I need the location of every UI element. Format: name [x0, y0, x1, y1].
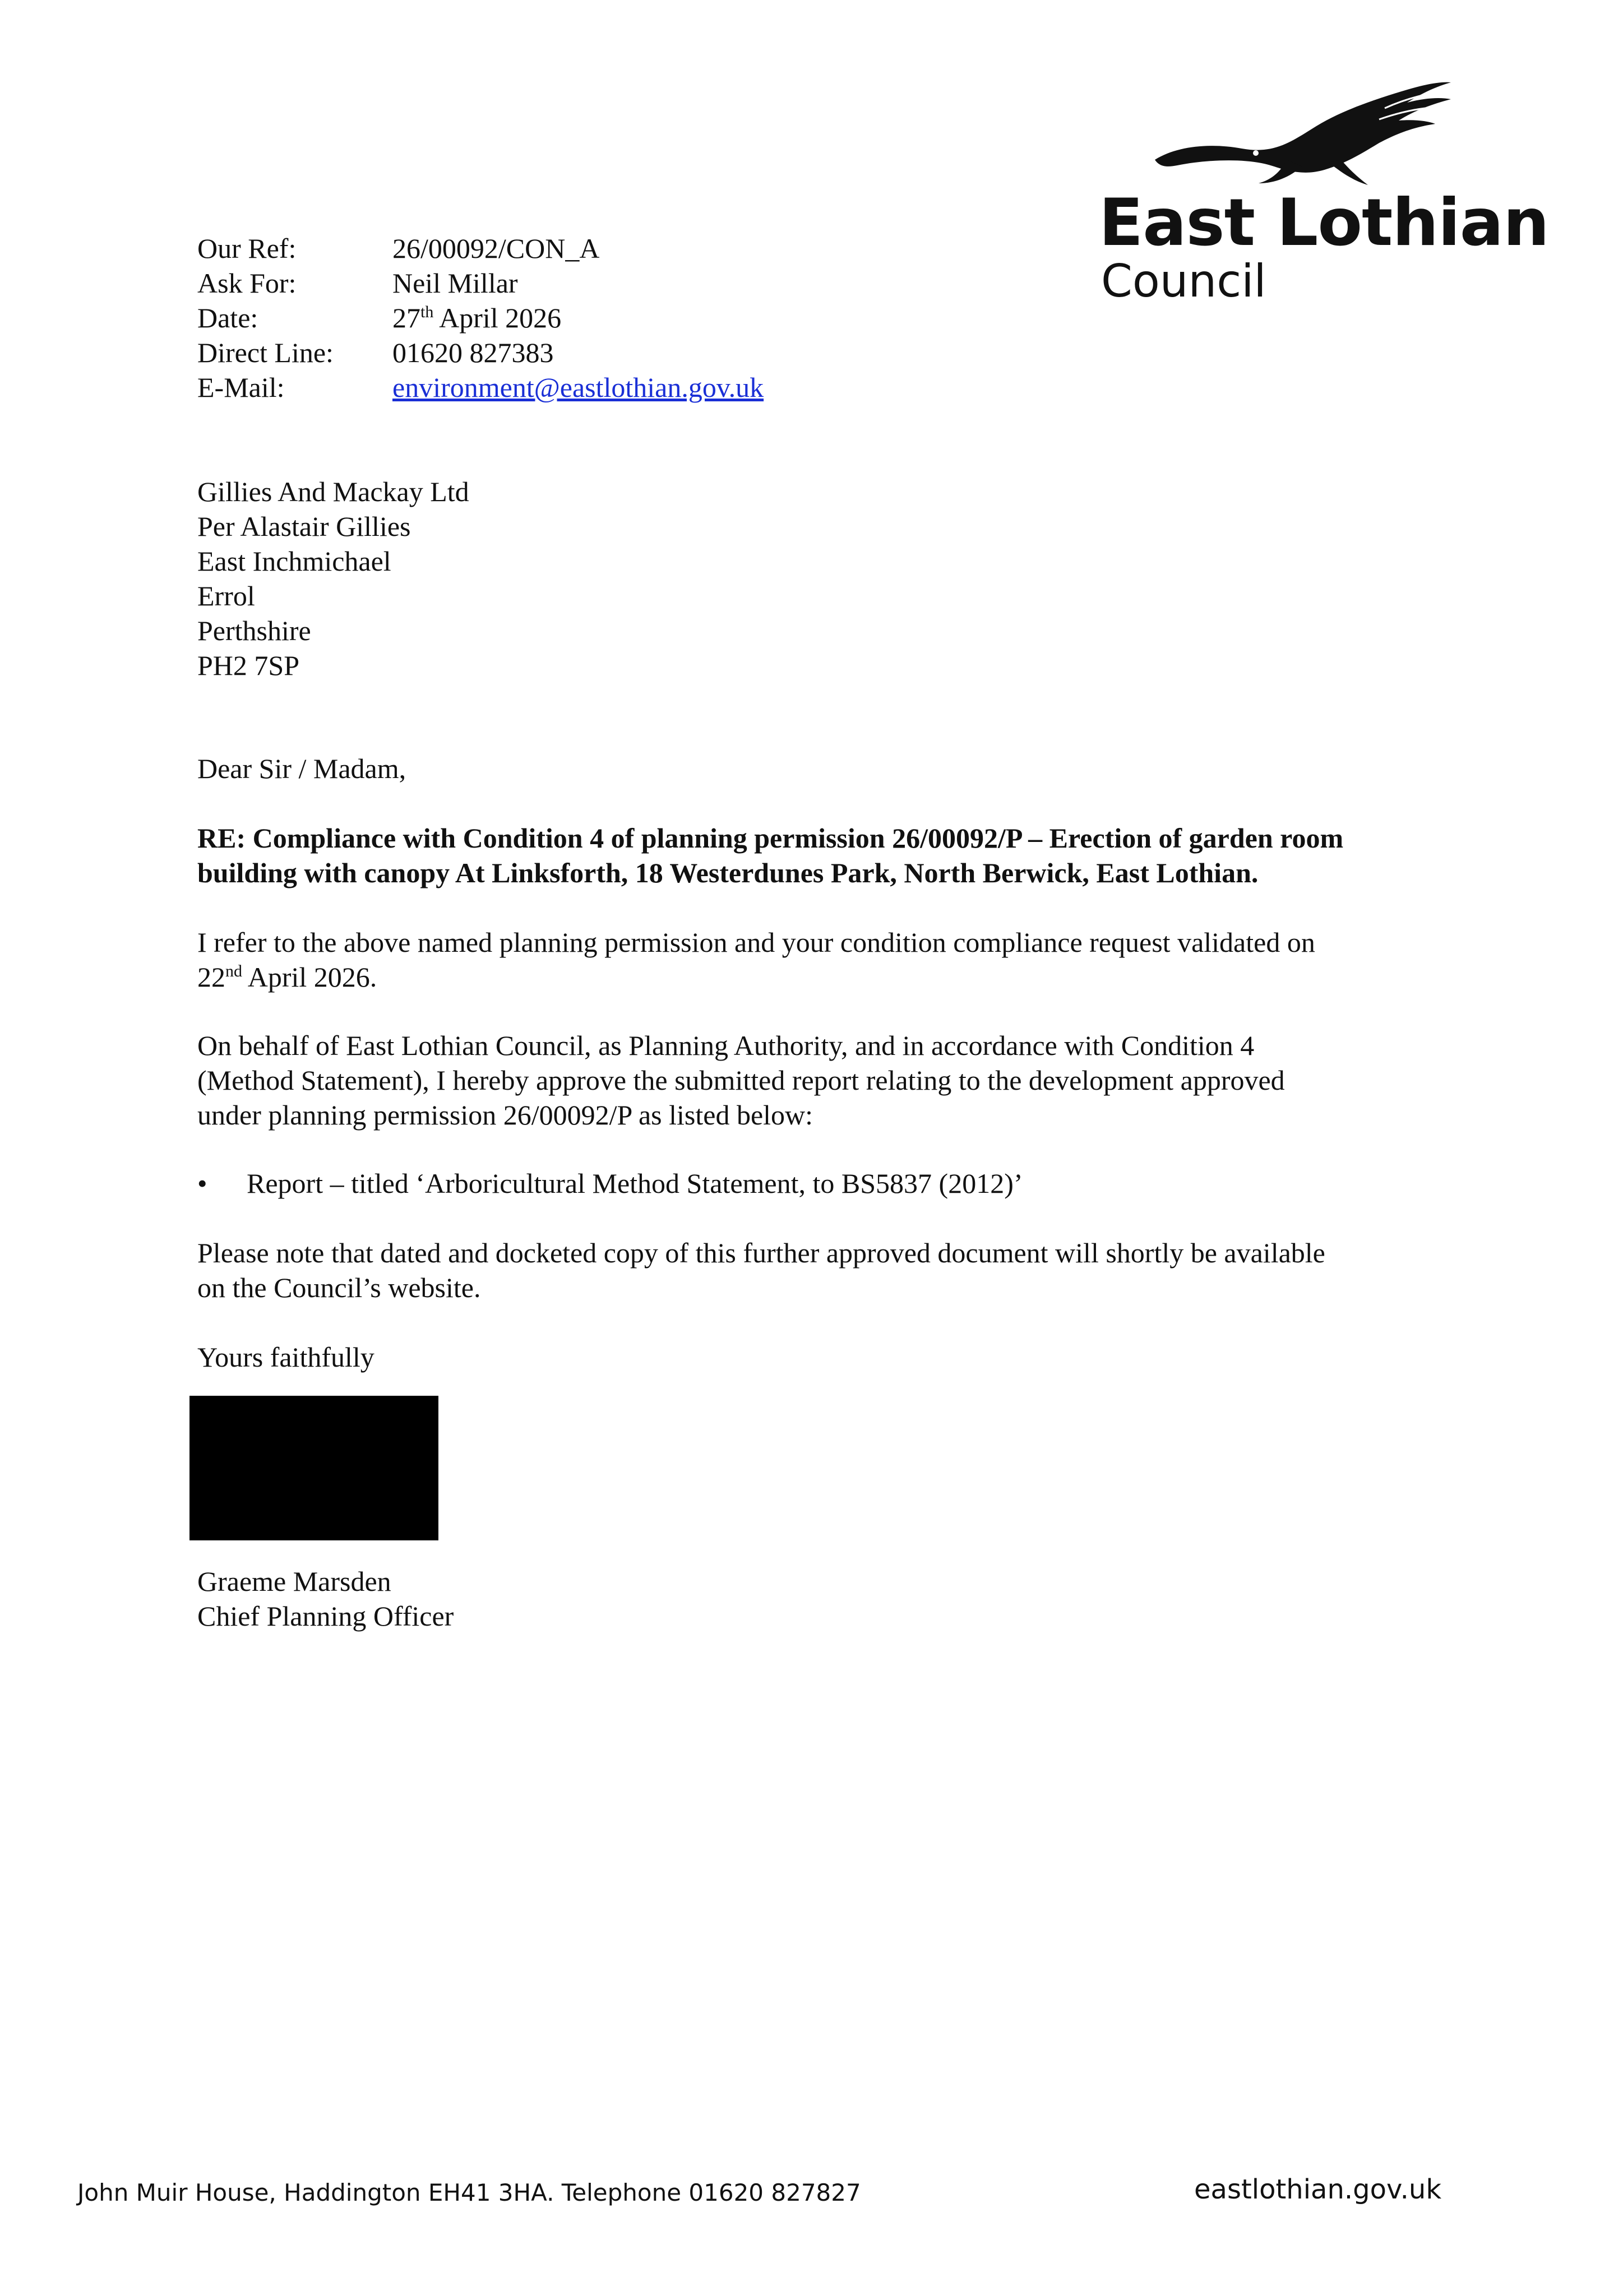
- body-p2-line-1: On behalf of East Lothian Council, as Planning Authority, and in accordance with Condition 4: [197, 1030, 1255, 1061]
- salutation: Dear Sir / Madam,: [197, 753, 406, 784]
- email-link[interactable]: environment@eastlothian.gov.uk: [392, 372, 764, 403]
- recipient-line: Gillies And Mackay Ltd: [197, 476, 469, 507]
- body-p3-line-1: Please note that dated and docketed copy of this further approved document will shortly be available: [197, 1237, 1325, 1269]
- recipient-line: East Inchmichael: [197, 545, 391, 577]
- council-logo: [1099, 76, 1549, 307]
- subject-line-2: building with canopy At Linksforth, 18 Westerdunes Park, North Berwick, East Lothian.: [197, 857, 1259, 888]
- subject-line-1: RE: Compliance with Condition 4 of planning permission 26/00092/P – Erection of garden room: [197, 822, 1344, 854]
- ask-for-value: Neil Millar: [392, 267, 518, 299]
- footer-website[interactable]: eastlothian.gov.uk: [1194, 2174, 1442, 2205]
- our-ref-value: 26/00092/CON_A: [392, 233, 600, 264]
- ask-for-label: Ask For:: [197, 267, 297, 299]
- bullet-text: Report – titled ‘Arboricultural Method Statement, to BS5837 (2012)’: [247, 1168, 1023, 1199]
- p1-day: 22: [197, 961, 225, 993]
- recipient-line: PH2 7SP: [197, 650, 300, 681]
- recipient-line: Errol: [197, 580, 255, 612]
- date-day: 27: [392, 302, 420, 334]
- recipient-line: Perthshire: [197, 615, 311, 646]
- footer-address: John Muir House, Haddington EH41 3HA. Telephone 01620 827827: [77, 2179, 861, 2206]
- signatory-title: Chief Planning Officer: [197, 1600, 454, 1632]
- recipient-line: Per Alastair Gillies: [197, 511, 411, 542]
- body-p2-line-3: under planning permission 26/00092/P as listed below:: [197, 1099, 813, 1131]
- our-ref-label: Our Ref:: [197, 233, 297, 264]
- p1-rest: April 2026.: [242, 961, 377, 993]
- direct-line-label: Direct Line:: [197, 337, 334, 368]
- body-p1-line-2: [197, 960, 377, 994]
- date-label: Date:: [197, 302, 258, 334]
- date-rest: April 2026: [433, 302, 562, 334]
- logo-name: East Lothian: [1099, 185, 1549, 261]
- bullet-icon: •: [197, 1168, 207, 1199]
- body-p2-line-2: (Method Statement), I hereby approve the submitted report relating to the development approved: [197, 1064, 1285, 1096]
- date-value: [392, 300, 561, 335]
- date-suffix: th: [420, 303, 434, 321]
- body-p1-line-1: I refer to the above named planning permission and your condition compliance request validated on: [197, 927, 1315, 958]
- closing: Yours faithfully: [197, 1341, 374, 1373]
- eagle-icon: [1144, 76, 1458, 193]
- redacted-signature: [189, 1396, 438, 1540]
- email-label: E-Mail:: [197, 372, 285, 403]
- direct-line-value: 01620 827383: [392, 337, 554, 368]
- logo-council: Council: [1101, 255, 1266, 307]
- signatory-name: Graeme Marsden: [197, 1566, 391, 1597]
- p1-suffix: nd: [225, 962, 242, 980]
- body-p3-line-2: on the Council’s website.: [197, 1272, 481, 1303]
